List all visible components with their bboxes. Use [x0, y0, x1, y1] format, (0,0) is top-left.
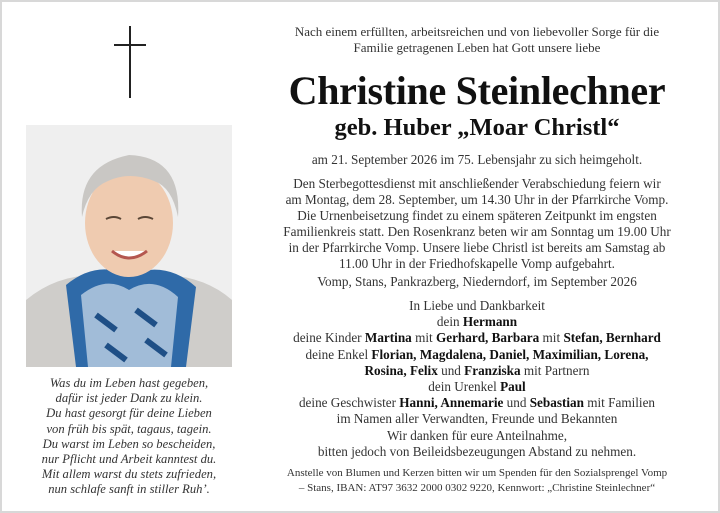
donation-note: Anstelle von Blumen und Kerzen bitten wir um Spenden für den Sozialsprengel Vomp – Stans, IBAN: AT97 3632 2000 0302 9220, Kennwort: „Christine Steinlechner“ — [286, 467, 668, 494]
mourners-heading: In Liebe und Dankbarkeit — [409, 298, 545, 313]
poem-line: dafür ist jeder Dank zu klein. — [55, 391, 203, 406]
maiden-name: geb. Huber „Moar Christl“ — [334, 114, 620, 141]
places-and-date: Vomp, Stans, Pankrazberg, Niederndorf, im September 2026 — [317, 274, 637, 289]
poem-line: Was du im Leben hast gegeben, — [49, 376, 209, 390]
mourners-list — [257, 298, 697, 428]
mourner-line: deine Enkel Florian, Magdalena, Daniel, Maximilian, Lorena, — [305, 346, 649, 362]
memorial-poem — [20, 376, 238, 498]
poem-line: Du hast gesorgt für deine Lieben — [46, 406, 212, 421]
poem-line: von früh bis spät, tagaus, tagein. — [46, 421, 212, 436]
poem-line: Du warst im Leben so bescheiden, — [42, 436, 216, 451]
cross-icon — [114, 26, 146, 98]
date-of-death: am 21. September 2026 im 75. Lebensjahr zu sich heimgeholt. — [311, 152, 643, 167]
poem-line: nur Pflicht und Arbeit kanntest du. — [41, 452, 217, 467]
mourner-line: Rosina, Felix und Franziska mit Partnern — [364, 362, 590, 378]
mourner-line: deine Geschwister Hanni, Annemarie und Sebastian mit Familien — [298, 395, 656, 411]
mourner-line: im Namen aller Verwandten, Freunde und Bekannten — [336, 411, 618, 427]
poem-line: nun schlafe sanft in stiller Ruh’. — [48, 482, 210, 497]
mourner-line: dein Urenkel Paul — [428, 379, 526, 395]
deceased-name: Christine Steinlechner — [288, 68, 666, 113]
thanks-note: Wir danken für eure Anteilnahme, bitten jedoch von Beileidsbezeugungen Abstand zu nehmen. — [317, 428, 637, 459]
mourner-line: deine Kinder Martina mit Gerhard, Barbara mit Stefan, Bernhard — [293, 330, 661, 346]
poem-line: Mit allem warst du stets zufrieden, — [41, 467, 217, 482]
portrait-photo — [26, 125, 232, 367]
mourner-line: dein Hermann — [436, 314, 518, 330]
intro-text: Nach einem erfüllten, arbeitsreichen und von liebevoller Sorge für die Familie getragenen Leben hat Gott unsere liebe — [294, 24, 660, 55]
service-details: Den Sterbegottesdienst mit anschließender Verabschiedung feiern wir am Montag, dem 28. September, um 14.30 Uhr in der Pfarrkirche Vomp. Die Urnenbeisetzung findet zu einem späteren Zeitpunkt im engsten Familienkreis statt. Den Rosenkranz beten wir am Sonntag um 19.00 Uhr in der Pfarrkirche Vomp. Unsere liebe Christl ist bereits am Samstag ab 11.00 Uhr in der Friedhofskapelle Vomp aufgebahrt. — [283, 176, 671, 271]
